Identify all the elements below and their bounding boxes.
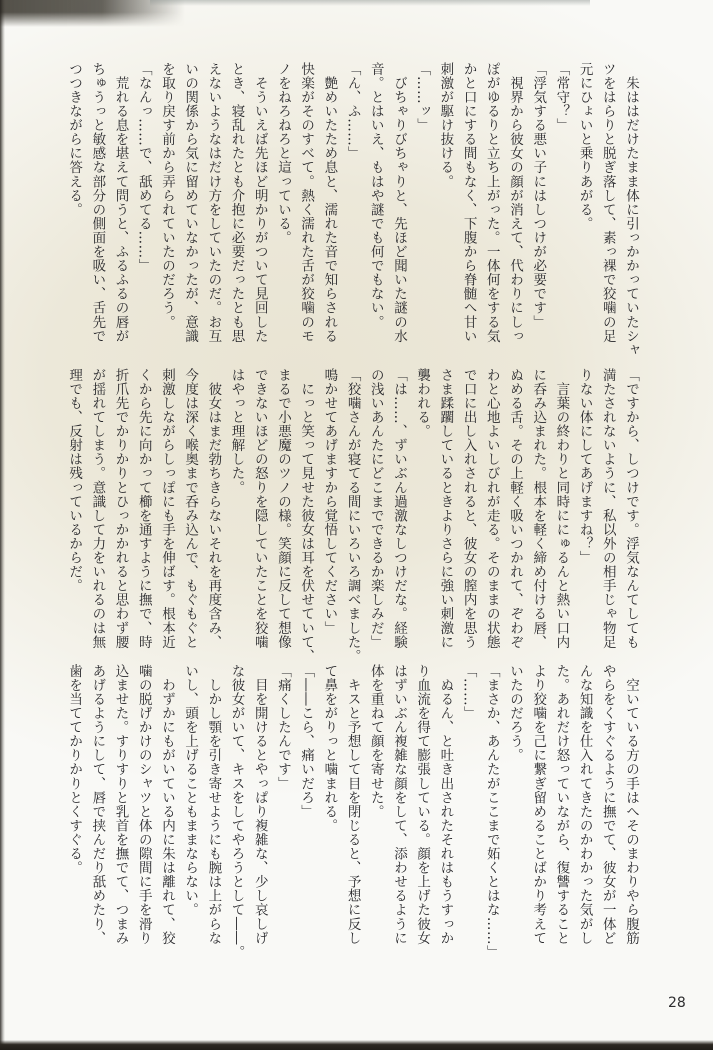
text-column: 折爪先でかりかりとひっかかれると思わず腰 — [112, 368, 129, 649]
text-column: いの関係から気に留めていなかったが、意識 — [182, 62, 199, 343]
text-column: て鼻をがりっと噛まれる。 — [321, 664, 338, 833]
text-column: つつきながらに答える。 — [66, 62, 83, 217]
text-column: いし、頭を上げることもままならない。 — [182, 664, 199, 917]
text-column: 彼女はまだ勃ちきらないそれを再度含み、 — [205, 368, 222, 649]
text-column: かと口にする間もなく、下腹から脊髄へ甘い — [460, 62, 477, 343]
text-column: しかし顎を引き寄せようにも腕は上がらな — [205, 664, 222, 945]
text-column: いたのだろう。 — [506, 664, 523, 763]
text-column: できないほどの怒りを隠していたことを狡噛 — [251, 368, 268, 649]
text-column: 言葉の終わりと同時ににゅるんと熱い口内 — [553, 368, 570, 649]
text-column: 今度は深く喉奥まで呑み込んで、もぐもぐと — [182, 368, 199, 649]
text-column: に呑み込まれた。根本を軽く締め付ける唇、 — [530, 368, 547, 649]
text-column: より狡噛を己に繋ぎ留めることばかり考えて — [530, 664, 547, 945]
text-band-bottom — [62, 664, 642, 967]
text-column: 「ですから、しつけです。浮気なんてしても — [623, 368, 639, 649]
text-column: 刺激が駆け抜ける。 — [437, 62, 454, 189]
text-column: 刺激しながらしっぽにも手を伸ばす。根本近 — [158, 368, 175, 649]
text-column: 「……」 — [460, 664, 477, 721]
text-column: 荒れる息を堪えて問うと、ふるふるの唇が — [112, 62, 129, 343]
text-column: 目を開けるとやっぱり複雑な、少し哀しげ — [251, 664, 268, 945]
text-column: とき、寝乱れたとも介抱に必要だったとも思 — [228, 62, 245, 343]
text-column: 「常守？」 — [553, 62, 570, 133]
text-column: びちゃりびちゃりと、先ほど聞いた謎の水 — [390, 62, 407, 343]
text-column: 体を重ねて顔を寄せた。 — [367, 664, 384, 819]
text-column: りない体にしてあげますね？」 — [576, 368, 593, 565]
text-column: 「狡噛さんが寝てる間にいろいろ調べました。 — [344, 368, 361, 664]
text-column: 快楽がそのすべて。熱く濡れた舌が狡噛のモ — [298, 62, 315, 343]
text-column: さま蹂躙しているときよりさらに強い刺激に — [437, 368, 454, 649]
text-column: ぽがゆるりと立ち上がった。一体何をする気 — [483, 62, 500, 343]
text-column: の浅いあんたにどこまでできるか楽しみだ」 — [367, 368, 384, 649]
text-column: を取り戻す前から弄られていたのだろう。 — [158, 62, 175, 329]
text-column: 歯を当ててかりかりとくすぐる。 — [66, 664, 83, 875]
scan-shadow-top-edge — [150, 0, 590, 6]
text-column: にっと笑って見せた彼女は耳を伏せていて、 — [298, 368, 315, 664]
text-column: ちゅうっと敏感な部分の側面を吸い、舌先で — [89, 62, 106, 343]
text-column: 元にひょいと乗りあがる。 — [576, 62, 593, 231]
text-column: んな知識を仕入れてきたのかわかった気がし — [576, 664, 593, 945]
text-column: あげるようにして、唇で挟んだり舐めたり、 — [89, 664, 106, 945]
text-column: まるで小悪魔のツノの様。笑顔に反して想像 — [274, 368, 291, 649]
text-column: 「――こら、痛いだろ」 — [298, 664, 315, 819]
text-column: はやっと理解した。 — [228, 368, 245, 495]
text-column: はずいぶん複雑な顔をして、添わせるように — [390, 664, 407, 945]
text-column: わと心地よいしびれが走る。そのままの状態 — [483, 368, 500, 649]
text-column: 朱ははだけたまま体に引っかかっていたシャ — [623, 62, 639, 358]
page-number: 28 — [668, 995, 686, 1011]
text-column: 「まさか、あんたがここまで妬くとはな……」 — [483, 664, 500, 960]
text-column: 「なんっ……で、舐めてる……」 — [135, 62, 152, 273]
text-column: 「痛くしたんです」 — [274, 664, 291, 791]
text-column: ツをはらりと脱ぎ落して、素っ裸で狡噛の足 — [599, 62, 616, 343]
text-column: な彼女がいて、キスをしてやろうとして――。 — [228, 664, 245, 960]
text-column: り血流を得て膨張している。顔を上げた彼女 — [414, 664, 431, 945]
scan-shadow-bottom-edge — [0, 1040, 713, 1050]
text-column: 視界から彼女の顔が消えて、代わりにしっ — [506, 62, 523, 343]
text-column: 「ん、ふ……」 — [344, 62, 361, 161]
text-column: 込ませた。すりすりと乳首を撫でて、つまみ — [112, 664, 129, 945]
text-column: 音。とはいえ、もはや謎でも何でもない。 — [367, 62, 384, 329]
text-column: 満たされないように、私以外の相手じゃ物足 — [599, 368, 616, 649]
text-column: 襲われる。 — [414, 368, 431, 439]
text-column: えないようなはだけ方をしていたのだ。お互 — [205, 62, 222, 343]
text-column: 空いている方の手はへそのまわりやら腹筋 — [623, 664, 639, 945]
text-column: 「は……、ずいぶん過激なしつけだな。経験 — [390, 368, 407, 649]
text-column: やらをくすぐるように撫でて、彼女が一体ど — [599, 664, 616, 945]
text-column: わずかにもがいている内に朱は離れて、狡 — [158, 664, 175, 945]
text-column: ぬるん、と吐き出されたそれはもうすっか — [437, 664, 454, 945]
text-column: そういえば先ほど明かりがついて見回した — [251, 62, 268, 343]
text-column: キスと予想して目を閉じると、予想に反し — [344, 664, 361, 945]
text-column: 「……ッ」 — [414, 62, 431, 133]
scan-shadow-left-edge — [0, 0, 5, 1050]
text-band-middle — [62, 368, 642, 671]
text-column: が揺れてしまう。意識して力をいれるのは無 — [89, 368, 106, 649]
text-column: ノをねろねろと這っている。 — [274, 62, 291, 245]
text-column: 「浮気する悪い子にはしつけが必要です」 — [530, 62, 547, 329]
text-band-top — [62, 62, 642, 365]
text-column: た。あれだけ怒っていながら、復讐すること — [553, 664, 570, 945]
text-column: で口に出し入れされると、彼女の膣内を思う — [460, 368, 477, 649]
text-column: 鳴かせてあげますから覚悟してください」 — [321, 368, 338, 635]
text-column: 理でも、反射は残っているからだ。 — [66, 368, 83, 593]
text-column: ぬめる舌。その上軽く吸いつかれて、ぞわぞ — [506, 368, 523, 649]
text-column: 噛の脱げかけのシャツと体の隙間に手を滑り — [135, 664, 152, 945]
text-column: くから先に向かって櫛を通すように撫で、時 — [135, 368, 152, 649]
text-column: 艶めいたため息と、濡れた音で知らされる — [321, 62, 338, 343]
